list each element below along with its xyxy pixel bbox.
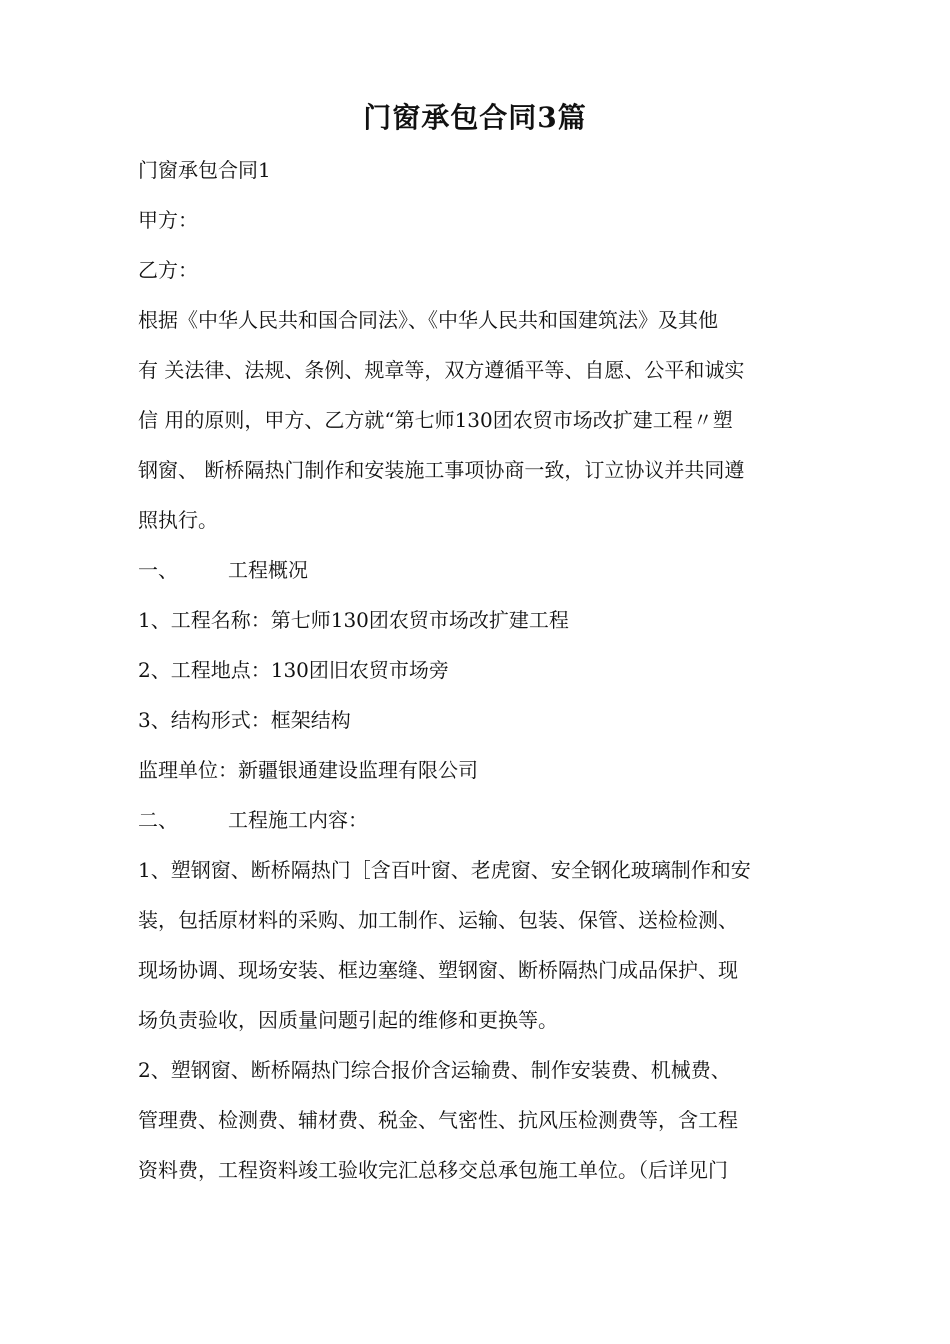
paragraph-line: 钢窗、 断桥隔热门制作和安装施工事项协商一致，订立协议并共同遵 — [138, 458, 745, 482]
paragraph-line: 照执行。 — [138, 508, 218, 532]
party-b-line: 乙方： — [138, 258, 198, 282]
section-heading-1 — [138, 545, 828, 595]
section-title: 工程概况 — [228, 558, 308, 582]
paragraph-line: 信 用的原则，甲方、乙方就“第七师130团农贸市场改扩建工程〃塑 — [138, 408, 733, 432]
paragraph-line: 2、塑钢窗、断桥隔热门综合报价含运输费、制作安装费、机械费、 — [138, 1058, 731, 1082]
paragraph-line: 场负责验收，因质量问题引起的维修和更换等。 — [138, 1008, 558, 1032]
supervisor-line: 监理单位：新疆银通建设监理有限公司 — [138, 758, 478, 782]
paragraph-line: 管理费、检测费、辅材费、税金、气密性、抗风压检测费等，含工程 — [138, 1108, 738, 1132]
document-body — [138, 145, 828, 1195]
section-title: 工程施工内容： — [228, 808, 368, 832]
paragraph-line: 资料费，工程资料竣工验收完汇总移交总承包施工单位。（后详见门 — [138, 1158, 728, 1182]
paragraph-line: 现场协调、现场安装、框边塞缝、塑钢窗、断桥隔热门成品保护、现 — [138, 958, 738, 982]
paragraph-line: 1、塑钢窗、断桥隔热门［含百叶窗、老虎窗、安全钢化玻璃制作和安 — [138, 858, 751, 882]
section-number: 一、 — [138, 558, 178, 582]
section-heading-2 — [138, 795, 828, 845]
paragraph-line: 根据《中华人民共和国合同法》、《中华人民共和国建筑法》及其他 — [138, 308, 718, 332]
paragraph-line: 装，包括原材料的采购、加工制作、运输、包装、保管、送检检测、 — [138, 908, 738, 932]
paragraph-line: 有 关法律、法规、条例、规章等，双方遵循平等、自愿、公平和诚实 — [138, 358, 745, 382]
document-title: 门窗承包合同3篇 — [363, 101, 587, 134]
list-item: 3、结构形式：框架结构 — [138, 708, 351, 732]
list-item: 1、工程名称：第七师130团农贸市场改扩建工程 — [138, 608, 569, 632]
party-a-line: 甲方： — [138, 208, 198, 232]
section-number: 二、 — [138, 808, 178, 832]
list-item: 2、工程地点：130团旧农贸市场旁 — [138, 658, 449, 682]
subtitle-line: 门窗承包合同1 — [138, 158, 271, 182]
